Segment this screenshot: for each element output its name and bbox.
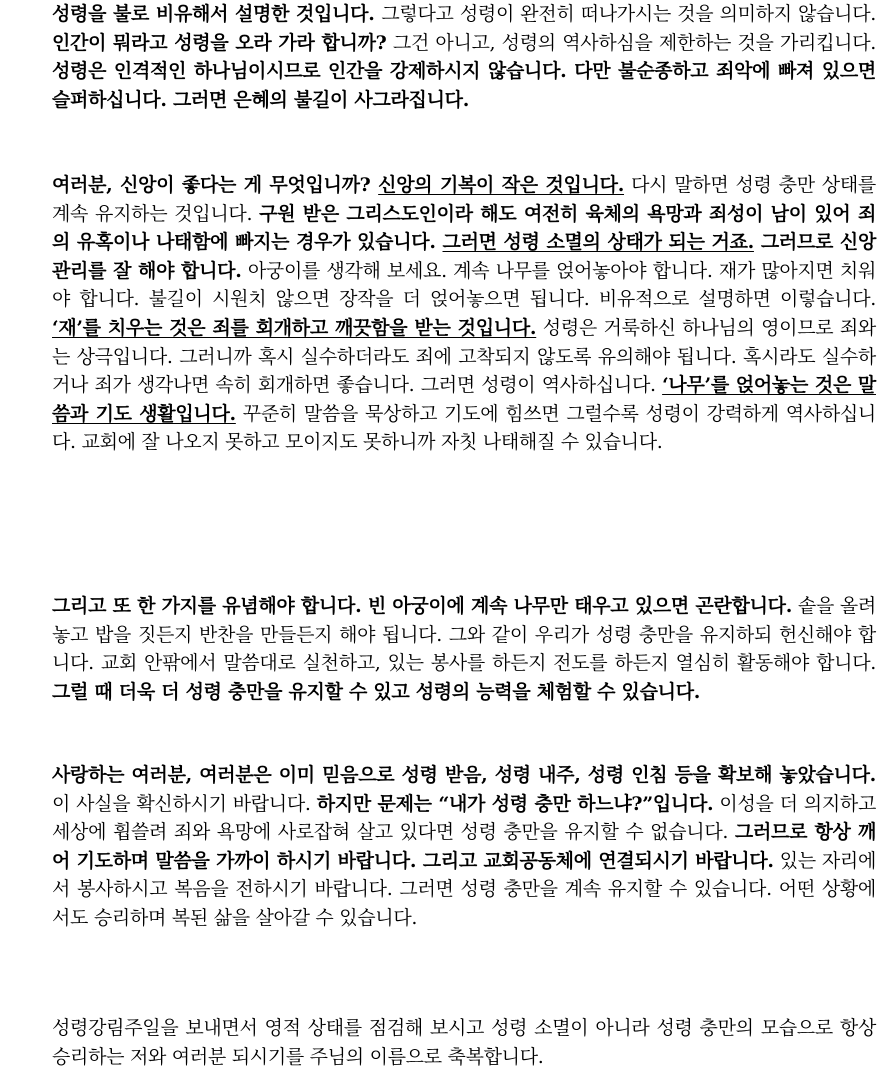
paragraph-blessing [52,1014,876,1071]
paragraph-holy-spirit-fire [52,0,876,114]
text-segment: 그러므로 신앙 관리를 잘 해야 합니다. [52,231,876,282]
text-segment: 성령을 불로 비유해서 설명한 것입니다. [52,3,382,25]
text-segment: 성령강림주일을 보내면서 영적 상태를 점검해 보시고 성령 소멸이 아니라 성령 충만의 모습으로 항상 승리하는 저와 여러분 되시기를 주님의 이름으로 축복합니다. [52,1017,876,1068]
text-segment: 다시 말하면 성령 충만 상태를 계속 유지하는 것입니다. [52,174,876,225]
text-segment: 그리고 또 한 가지를 유념해야 합니다. 빈 아궁이에 계속 나무만 태우고 있으면 곤란합니다. [52,595,793,617]
paragraph-beloved [52,761,876,933]
text-segment: 성령은 거룩하신 하나님의 영이므로 죄와는 상극입니다. 그러니까 혹시 실수하더라도 죄에 고착되지 않도록 유의해야 됩니다. 혹시라도 실수하거나 죄가 생각나면 속히 회개하면 좋습니다. 그러면 성령이 역사하십니다. [52,316,876,397]
text-segment: 꾸준히 말씀을 묵상하고 기도에 힘쓰면 그럴수록 성령이 강력하게 역사하십니다. 교회에 잘 나오지 못하고 모이지도 못하니까 자칫 나태해질 수 있습니다. [52,402,876,454]
text-segment: 그건 아니고, 성령의 역사하심을 제한하는 것을 가리킵니다. [386,31,876,54]
text-segment: 사랑하는 여러분, 여러분은 이미 믿음으로 성령 받음, 성령 내주, 성령 인침 등을 확보해 놓았습니다. [52,764,876,786]
text-segment: 있는 자리에서 봉사하시고 복음을 전하시기 바랍니다. 그러면 성령 충만을 계속 유지할 수 있습니다. 어떤 상황에서도 승리하며 복된 삶을 살아갈 수 있습니다. [52,849,876,929]
text-segment: 그렇다고 성령이 완전히 떠나가시는 것을 의미하지 않습니다. [381,3,876,25]
text-segment: 그럴 때 더욱 더 성령 충만을 유지할 수 있고 성령의 능력을 체험할 수 있습니다. [52,680,701,703]
text-segment: 솥을 올려놓고 밥을 짓든지 반찬을 만들든지 해야 됩니다. 그와 같이 우리가 성령 충만을 유지하되 헌신해야 합니다. 교회 안팎에서 말씀대로 실천하고, 있는 봉사를 하든지 전도를 하든지 열심히 활동해야 합니다. [52,595,876,675]
text-segment-underlined: 신앙의 기복이 작은 것입니다. [378,174,625,196]
text-segment: 그러므로 항상 깨어 기도하며 말씀을 가까이 하시기 바랍니다. 그리고 교회공동체에 연결되시기 바랍니다. [52,821,876,872]
text-segment-underlined: ‘나무’를 얹어놓는 것은 말씀과 기도 생활입니다. [52,374,876,425]
text-segment: 이성을 더 의지하고 세상에 휩쓸려 죄와 욕망에 사로잡혀 살고 있다면 성령 충만을 유지할 수 없습니다. [52,792,877,844]
paragraph-dedication [52,592,876,706]
text-segment: 성령은 인격적인 하나님이시므로 인간을 강제하시지 않습니다. 다만 불순종하고 죄악에 빠져 있으면 슬퍼하십니다. 그러면 은혜의 불길이 사그라집니다. [52,60,876,111]
text-segment-underlined: 그러면 성령 소멸의 상태가 되는 거죠. [442,231,754,254]
paragraph-good-faith [52,171,876,457]
text-segment-underlined: ‘재’를 치우는 것은 죄를 회개하고 깨끗함을 받는 것입니다. [52,316,537,339]
text-segment: 이 사실을 확신하시기 바랍니다. [52,792,317,815]
text-segment: 아궁이를 생각해 보세요. 계속 나무를 얹어놓아야 합니다. 재가 많아지면 치워야 합니다. 불길이 시원치 않으면 장작을 더 얹어놓으면 됩니다. 비유적으로 설명하면 이렇습니다. [52,259,876,311]
text-segment: 여러분, 신앙이 좋다는 게 무엇입니까? [52,174,379,196]
text-segment: 하지만 문제는 “내가 성령 충만 하느냐?”입니다. [316,792,714,815]
text-segment: 인간이 뭐라고 성령을 오라 가라 합니까? [52,31,387,54]
text-segment: 구원 받은 그리스도인이라 해도 여전히 육체의 욕망과 죄성이 남이 있어 죄의 유혹이나 나태함에 빠지는 경우가 있습니다. [52,202,877,254]
